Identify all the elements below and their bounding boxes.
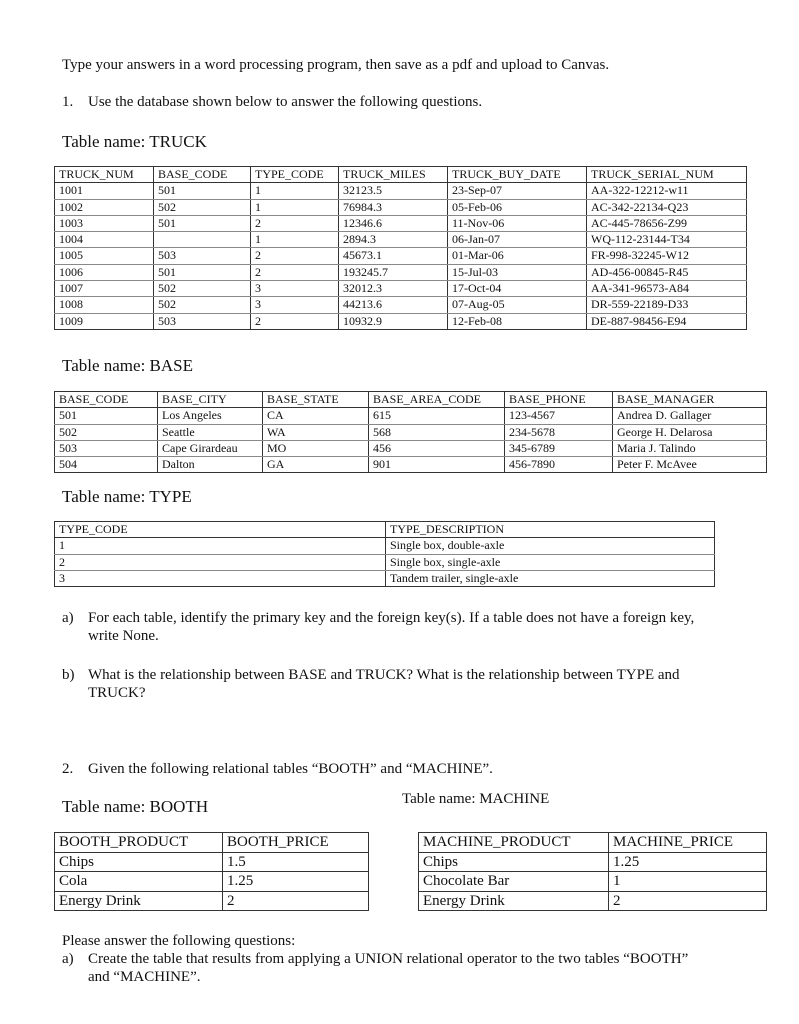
type-table-cell: 2 <box>55 554 386 570</box>
booth-table-caption: Table name: BOOTH <box>62 797 209 816</box>
type-table-cell: Single box, single-axle <box>386 554 715 570</box>
question-2a-label: a) <box>62 951 74 967</box>
base-table-cell: Los Angeles <box>158 408 263 424</box>
machine-table <box>418 832 767 911</box>
base-column-header: BASE_CODE <box>55 392 158 408</box>
type-column-header: TYPE_CODE <box>55 522 386 538</box>
booth-table-row <box>55 852 369 872</box>
question-2a-line1: Create the table that results from applying a UNION relational operator to the two tables “BOOTH” <box>88 951 689 967</box>
base-table-row <box>55 408 767 424</box>
base-table-cell: 504 <box>55 457 158 473</box>
base-table-cell: 501 <box>55 408 158 424</box>
base-column-header: BASE_CITY <box>158 392 263 408</box>
truck-column-header: TRUCK_NUM <box>55 167 154 183</box>
machine-table-cell: 1 <box>609 872 767 892</box>
base-table-cell: 234-5678 <box>505 424 613 440</box>
base-header-row <box>55 392 767 408</box>
base-table-cell: WA <box>263 424 369 440</box>
truck-table-cell: 07-Aug-05 <box>448 297 587 313</box>
truck-table-cell: 45673.1 <box>339 248 448 264</box>
base-table-caption: Table name: BASE <box>62 356 194 375</box>
type-table-caption: Table name: TYPE <box>62 487 192 506</box>
truck-table-row <box>55 199 747 215</box>
truck-table-cell: 501 <box>154 264 251 280</box>
booth-table-cell: Energy Drink <box>55 891 223 911</box>
base-table <box>54 391 767 473</box>
truck-table-row <box>55 297 747 313</box>
type-column-header: TYPE_DESCRIPTION <box>386 522 715 538</box>
question-1b-line1: What is the relationship between BASE and TRUCK? What is the relationship between TYPE and <box>88 667 680 683</box>
base-table-row <box>55 440 767 456</box>
truck-table-cell: 11-Nov-06 <box>448 215 587 231</box>
question-1b-line2: TRUCK? <box>88 685 146 701</box>
base-column-header: BASE_PHONE <box>505 392 613 408</box>
base-table-cell: 615 <box>369 408 505 424</box>
machine-table-row <box>419 852 767 872</box>
truck-table-cell: 1002 <box>55 199 154 215</box>
truck-table-cell: 501 <box>154 183 251 199</box>
base-table-cell: 345-6789 <box>505 440 613 456</box>
machine-table-cell: 2 <box>609 891 767 911</box>
truck-table-cell: 12-Feb-08 <box>448 313 587 329</box>
truck-table-row <box>55 248 747 264</box>
booth-table-row <box>55 891 369 911</box>
truck-table-row <box>55 313 747 329</box>
question-1a-line2: write None. <box>88 628 159 644</box>
base-table-cell: Andrea D. Gallager <box>613 408 767 424</box>
truck-table-cell: DE-887-98456-E94 <box>587 313 747 329</box>
type-table-cell: 3 <box>55 570 386 586</box>
truck-table-cell: 12346.6 <box>339 215 448 231</box>
truck-table-cell: DR-559-22189-D33 <box>587 297 747 313</box>
truck-table-cell: AC-445-78656-Z99 <box>587 215 747 231</box>
booth-table-cell: Cola <box>55 872 223 892</box>
type-table-row <box>55 554 715 570</box>
truck-table-cell: AD-456-00845-R45 <box>587 264 747 280</box>
truck-table-cell: 10932.9 <box>339 313 448 329</box>
truck-table-cell: 1 <box>251 183 339 199</box>
machine-column-header: MACHINE_PRODUCT <box>419 833 609 853</box>
type-table-cell: Tandem trailer, single-axle <box>386 570 715 586</box>
base-column-header: BASE_MANAGER <box>613 392 767 408</box>
truck-table-cell: 1003 <box>55 215 154 231</box>
booth-table <box>54 832 369 911</box>
question-2-number: 2. <box>62 761 74 777</box>
truck-table-row <box>55 215 747 231</box>
truck-table-cell: 501 <box>154 215 251 231</box>
base-table-cell: MO <box>263 440 369 456</box>
truck-table-cell: 1001 <box>55 183 154 199</box>
truck-table-cell: 1 <box>251 232 339 248</box>
machine-table-row <box>419 872 767 892</box>
base-table-cell: 568 <box>369 424 505 440</box>
truck-column-header: BASE_CODE <box>154 167 251 183</box>
base-table-cell: George H. Delarosa <box>613 424 767 440</box>
truck-table-row <box>55 183 747 199</box>
truck-table-cell: 502 <box>154 281 251 297</box>
base-column-header: BASE_STATE <box>263 392 369 408</box>
truck-table-cell: 01-Mar-06 <box>448 248 587 264</box>
truck-table-cell: 15-Jul-03 <box>448 264 587 280</box>
machine-table-cell: 1.25 <box>609 852 767 872</box>
truck-table-cell: AC-342-22134-Q23 <box>587 199 747 215</box>
truck-table-cell: 17-Oct-04 <box>448 281 587 297</box>
base-table-cell: Maria J. Talindo <box>613 440 767 456</box>
truck-table-cell: AA-322-12212-w11 <box>587 183 747 199</box>
base-column-header: BASE_AREA_CODE <box>369 392 505 408</box>
truck-table-caption: Table name: TRUCK <box>62 132 207 151</box>
truck-table-cell: 1 <box>251 199 339 215</box>
type-table-row <box>55 570 715 586</box>
machine-table-cell: Energy Drink <box>419 891 609 911</box>
truck-table-cell: 193245.7 <box>339 264 448 280</box>
machine-table-row <box>419 891 767 911</box>
truck-table-cell: 2 <box>251 313 339 329</box>
booth-header-row <box>55 833 369 853</box>
truck-table-cell <box>154 232 251 248</box>
truck-table-cell: FR-998-32245-W12 <box>587 248 747 264</box>
truck-table-cell: 3 <box>251 281 339 297</box>
base-table-cell: Cape Girardeau <box>158 440 263 456</box>
truck-column-header: TRUCK_SERIAL_NUM <box>587 167 747 183</box>
booth-column-header: BOOTH_PRICE <box>223 833 369 853</box>
truck-column-header: TRUCK_MILES <box>339 167 448 183</box>
machine-table-caption: Table name: MACHINE <box>402 791 550 807</box>
type-table-cell: Single box, double-axle <box>386 538 715 554</box>
truck-table-cell: 32012.3 <box>339 281 448 297</box>
question-1a-label: a) <box>62 610 74 626</box>
machine-table-cell: Chips <box>419 852 609 872</box>
truck-table-cell: 2 <box>251 264 339 280</box>
question-1a-line1: For each table, identify the primary key and the foreign key(s). If a table does not have a foreign key, <box>88 610 695 626</box>
truck-table-cell: 2894.3 <box>339 232 448 248</box>
truck-table-cell: 23-Sep-07 <box>448 183 587 199</box>
base-table-cell: Peter F. McAvee <box>613 457 767 473</box>
base-table-row <box>55 457 767 473</box>
truck-table-cell: 503 <box>154 313 251 329</box>
truck-column-header: TRUCK_BUY_DATE <box>448 167 587 183</box>
base-table-cell: 456-7890 <box>505 457 613 473</box>
base-table-cell: 456 <box>369 440 505 456</box>
truck-table-cell: 503 <box>154 248 251 264</box>
question-1b-label: b) <box>62 667 75 683</box>
type-table-row <box>55 538 715 554</box>
base-table-cell: GA <box>263 457 369 473</box>
truck-table-cell: 502 <box>154 297 251 313</box>
truck-table-row <box>55 264 747 280</box>
question-1-text: Use the database shown below to answer the following questions. <box>88 94 483 110</box>
truck-column-header: TYPE_CODE <box>251 167 339 183</box>
base-table-cell: 123-4567 <box>505 408 613 424</box>
truck-table-cell: 06-Jan-07 <box>448 232 587 248</box>
type-table <box>54 521 715 587</box>
machine-table-cell: Chocolate Bar <box>419 872 609 892</box>
booth-column-header: BOOTH_PRODUCT <box>55 833 223 853</box>
question-2a-line2: and “MACHINE”. <box>88 969 201 985</box>
base-table-cell: 901 <box>369 457 505 473</box>
truck-table-cell: 1008 <box>55 297 154 313</box>
truck-table-cell: 502 <box>154 199 251 215</box>
truck-table-cell: 1009 <box>55 313 154 329</box>
machine-column-header: MACHINE_PRICE <box>609 833 767 853</box>
question-1-number: 1. <box>62 94 74 110</box>
booth-table-cell: 2 <box>223 891 369 911</box>
truck-table-cell: 1005 <box>55 248 154 264</box>
question-2-prompt: Please answer the following questions: <box>62 933 296 949</box>
truck-table-cell: 44213.6 <box>339 297 448 313</box>
truck-table-cell: 1007 <box>55 281 154 297</box>
booth-table-cell: 1.25 <box>223 872 369 892</box>
base-table-cell: 503 <box>55 440 158 456</box>
base-table-cell: CA <box>263 408 369 424</box>
truck-table-cell: 05-Feb-06 <box>448 199 587 215</box>
base-table-cell: 502 <box>55 424 158 440</box>
booth-table-row <box>55 872 369 892</box>
truck-table-cell: 2 <box>251 248 339 264</box>
type-header-row <box>55 522 715 538</box>
truck-header-row <box>55 167 747 183</box>
truck-table <box>54 166 747 330</box>
question-2-text: Given the following relational tables “BOOTH” and “MACHINE”. <box>88 761 493 777</box>
instructions-text: Type your answers in a word processing program, then save as a pdf and upload to Canvas. <box>62 57 610 73</box>
base-table-row <box>55 424 767 440</box>
truck-table-cell: 1006 <box>55 264 154 280</box>
truck-table-cell: 1004 <box>55 232 154 248</box>
truck-table-cell: 32123.5 <box>339 183 448 199</box>
type-table-cell: 1 <box>55 538 386 554</box>
truck-table-cell: 2 <box>251 215 339 231</box>
truck-table-row <box>55 232 747 248</box>
truck-table-cell: 76984.3 <box>339 199 448 215</box>
base-table-cell: Seattle <box>158 424 263 440</box>
truck-table-cell: 3 <box>251 297 339 313</box>
truck-table-cell: WQ-112-23144-T34 <box>587 232 747 248</box>
machine-header-row <box>419 833 767 853</box>
base-table-cell: Dalton <box>158 457 263 473</box>
truck-table-row <box>55 281 747 297</box>
booth-table-cell: Chips <box>55 852 223 872</box>
booth-table-cell: 1.5 <box>223 852 369 872</box>
truck-table-cell: AA-341-96573-A84 <box>587 281 747 297</box>
